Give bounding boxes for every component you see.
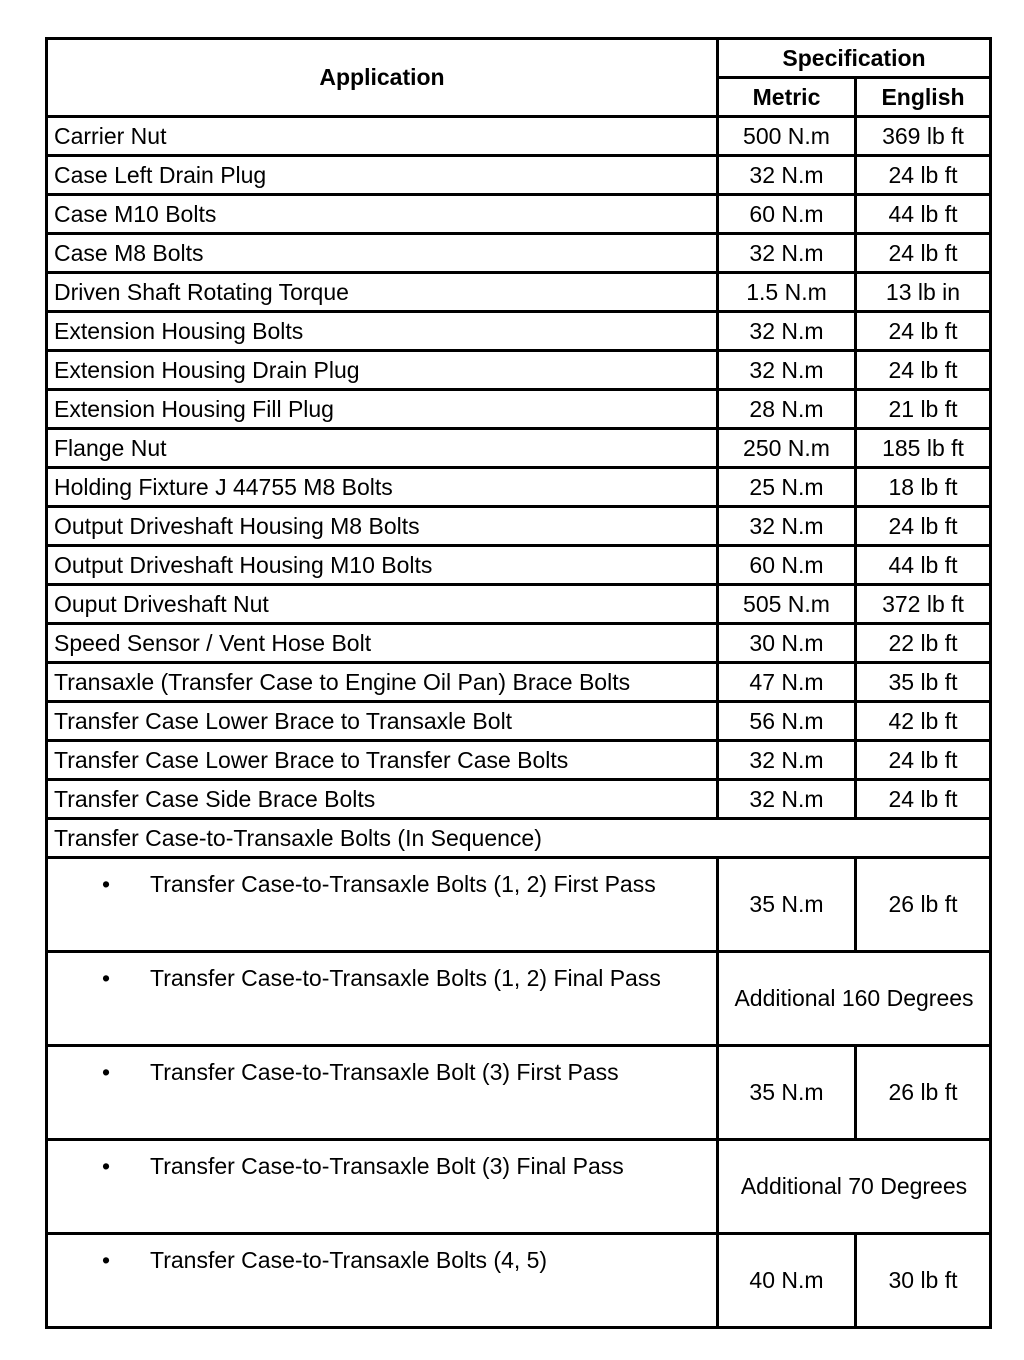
table-row — [47, 507, 991, 546]
header-row — [47, 39, 991, 78]
metric-cell: 500 N.m — [718, 117, 856, 156]
application-cell: Extension Housing Bolts — [47, 312, 718, 351]
application-cell: Transfer Case Lower Brace to Transaxle Bolt — [47, 702, 718, 741]
english-cell: 24 lb ft — [856, 507, 991, 546]
table-row — [47, 741, 991, 780]
english-cell: 185 lb ft — [856, 429, 991, 468]
metric-cell: 28 N.m — [718, 390, 856, 429]
table-row — [47, 312, 991, 351]
sequence-application-text: Transfer Case-to-Transaxle Bolts (1, 2) Final Pass — [150, 965, 661, 991]
bullet: • — [102, 1153, 111, 1179]
sequence-row — [47, 1046, 991, 1140]
metric-cell: 32 N.m — [718, 780, 856, 819]
english-cell: 26 lb ft — [856, 858, 991, 952]
english-cell: 24 lb ft — [856, 351, 991, 390]
bullet: • — [102, 1247, 111, 1273]
application-cell: Extension Housing Drain Plug — [47, 351, 718, 390]
application-cell: Output Driveshaft Housing M10 Bolts — [47, 546, 718, 585]
table-row — [47, 273, 991, 312]
sequence-row — [47, 1140, 991, 1234]
sequence-application-text: Transfer Case-to-Transaxle Bolt (3) First Pass — [150, 1059, 619, 1085]
table-row — [47, 234, 991, 273]
application-cell: Ouput Driveshaft Nut — [47, 585, 718, 624]
metric-cell: 40 N.m — [718, 1234, 856, 1328]
application-cell: Case M8 Bolts — [47, 234, 718, 273]
sequence-application-cell — [47, 1046, 718, 1140]
application-cell: Transaxle (Transfer Case to Engine Oil Pan) Brace Bolts — [47, 663, 718, 702]
application-cell: Holding Fixture J 44755 M8 Bolts — [47, 468, 718, 507]
english-cell: 44 lb ft — [856, 546, 991, 585]
table-row — [47, 702, 991, 741]
application-cell: Transfer Case Side Brace Bolts — [47, 780, 718, 819]
application-cell: Output Driveshaft Housing M8 Bolts — [47, 507, 718, 546]
english-cell: 18 lb ft — [856, 468, 991, 507]
specification-header: Specification — [718, 39, 991, 78]
sequence-application-cell — [47, 1140, 718, 1234]
english-header: English — [856, 78, 991, 117]
table-row — [47, 585, 991, 624]
english-cell: 24 lb ft — [856, 312, 991, 351]
application-cell: Transfer Case Lower Brace to Transfer Case Bolts — [47, 741, 718, 780]
english-cell: 26 lb ft — [856, 1046, 991, 1140]
metric-cell: 35 N.m — [718, 1046, 856, 1140]
metric-cell: 32 N.m — [718, 507, 856, 546]
english-cell: 24 lb ft — [856, 780, 991, 819]
table-row — [47, 195, 991, 234]
metric-cell: 32 N.m — [718, 156, 856, 195]
metric-cell: 32 N.m — [718, 741, 856, 780]
sequence-application-text: Transfer Case-to-Transaxle Bolts (4, 5) — [150, 1247, 548, 1273]
sequence-application-text: Transfer Case-to-Transaxle Bolt (3) Final Pass — [150, 1153, 624, 1179]
bullet: • — [102, 965, 111, 991]
metric-cell: 60 N.m — [718, 195, 856, 234]
metric-cell: 47 N.m — [718, 663, 856, 702]
english-cell: 24 lb ft — [856, 234, 991, 273]
table-row — [47, 351, 991, 390]
table-row — [47, 429, 991, 468]
table-row — [47, 624, 991, 663]
english-cell: 13 lb in — [856, 273, 991, 312]
sequence-application-cell — [47, 952, 718, 1046]
english-cell: 369 lb ft — [856, 117, 991, 156]
sequence-row — [47, 952, 991, 1046]
sequence-row — [47, 1234, 991, 1328]
sequence-application-cell — [47, 858, 718, 952]
metric-cell: 32 N.m — [718, 234, 856, 273]
metric-cell: 25 N.m — [718, 468, 856, 507]
bullet: • — [102, 871, 111, 897]
table-row — [47, 156, 991, 195]
metric-cell: 1.5 N.m — [718, 273, 856, 312]
application-cell: Case Left Drain Plug — [47, 156, 718, 195]
metric-cell: 35 N.m — [718, 858, 856, 952]
application-cell: Speed Sensor / Vent Hose Bolt — [47, 624, 718, 663]
table-row — [47, 468, 991, 507]
english-cell: 24 lb ft — [856, 156, 991, 195]
metric-cell: 60 N.m — [718, 546, 856, 585]
combined-spec-cell: Additional 70 Degrees — [718, 1140, 991, 1234]
metric-cell: 32 N.m — [718, 312, 856, 351]
english-cell: 42 lb ft — [856, 702, 991, 741]
english-cell: 44 lb ft — [856, 195, 991, 234]
table-row — [47, 663, 991, 702]
combined-spec-cell: Additional 160 Degrees — [718, 952, 991, 1046]
sequence-application-cell — [47, 1234, 718, 1328]
english-cell: 22 lb ft — [856, 624, 991, 663]
table-row — [47, 390, 991, 429]
table-row — [47, 546, 991, 585]
application-cell: Case M10 Bolts — [47, 195, 718, 234]
application-header: Application — [47, 39, 718, 117]
table-row — [47, 117, 991, 156]
metric-cell: 250 N.m — [718, 429, 856, 468]
sequence-application-text: Transfer Case-to-Transaxle Bolts (1, 2) First Pass — [150, 871, 656, 897]
english-cell: 35 lb ft — [856, 663, 991, 702]
application-cell: Extension Housing Fill Plug — [47, 390, 718, 429]
application-cell: Carrier Nut — [47, 117, 718, 156]
metric-header: Metric — [718, 78, 856, 117]
metric-cell: 56 N.m — [718, 702, 856, 741]
application-cell: Flange Nut — [47, 429, 718, 468]
english-cell: 24 lb ft — [856, 741, 991, 780]
sequence-row — [47, 858, 991, 952]
sequence-heading-row — [47, 819, 991, 858]
metric-cell: 32 N.m — [718, 351, 856, 390]
application-cell: Driven Shaft Rotating Torque — [47, 273, 718, 312]
english-cell: 30 lb ft — [856, 1234, 991, 1328]
metric-cell: 505 N.m — [718, 585, 856, 624]
bullet: • — [102, 1059, 111, 1085]
english-cell: 21 lb ft — [856, 390, 991, 429]
metric-cell: 30 N.m — [718, 624, 856, 663]
sequence-heading: Transfer Case-to-Transaxle Bolts (In Sequence) — [47, 819, 991, 858]
english-cell: 372 lb ft — [856, 585, 991, 624]
table-row — [47, 780, 991, 819]
torque-spec-table — [45, 37, 992, 1329]
